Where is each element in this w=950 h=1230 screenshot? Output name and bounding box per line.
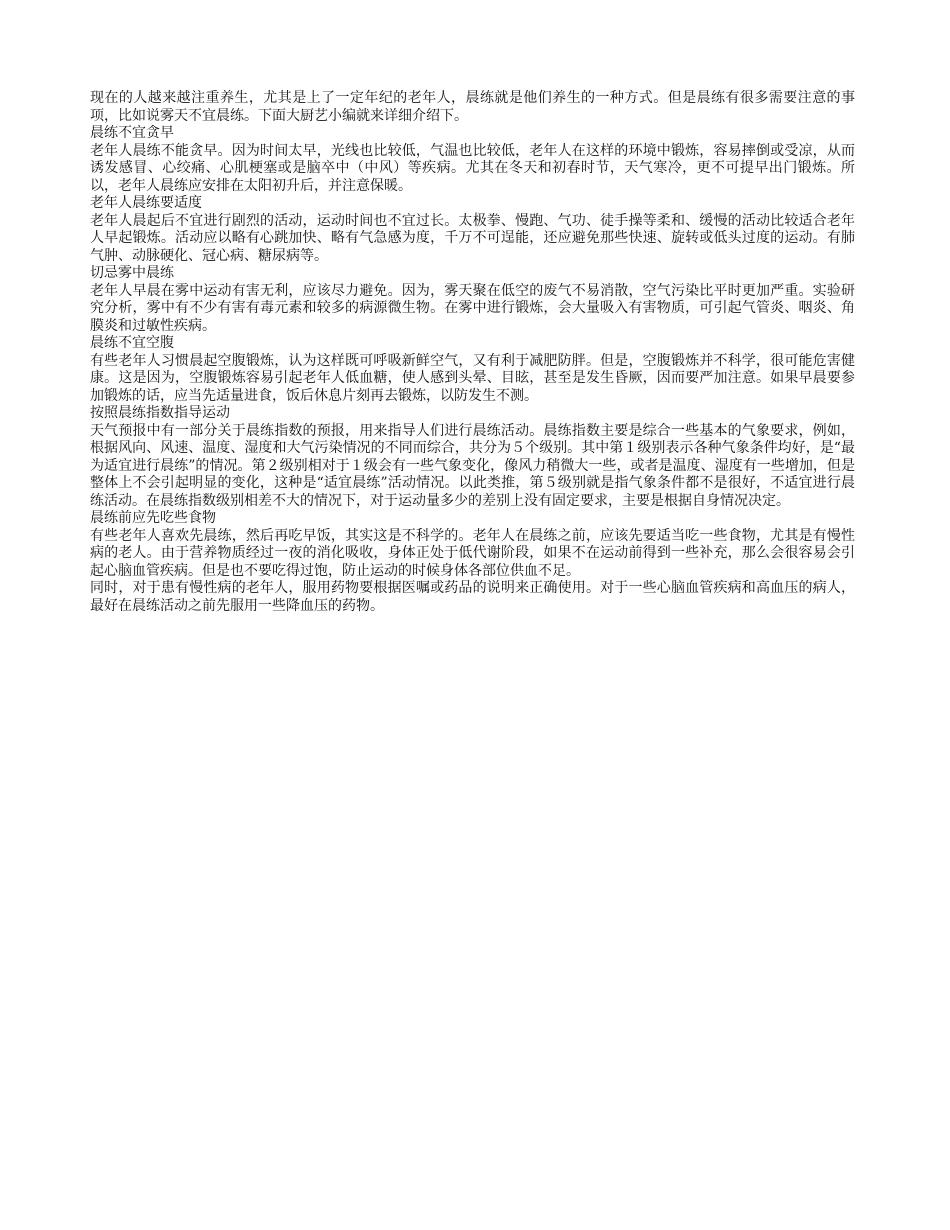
section-heading: 切忌雾中晨练 <box>90 265 174 281</box>
section-heading: 晨练不宜空腹 <box>90 335 174 351</box>
closing-paragraph: 同时，对于患有慢性病的老年人，服用药物要根据医嘱或药品的说明来正确使用。对于一些心脑血管疾病和高血压的病人，最好在晨练活动之前先服用一些降血压的药物。 <box>90 580 855 614</box>
body-paragraph: 老年人晨起后不宜进行剧烈的活动，运动时间也不宜过长。太极拳、慢跑、气功、徒手操等柔和、缓慢的活动比较适合老年人早起锻炼。活动应以略有心跳加快、略有气急感为度，千万不可逞能，还应避免那些快速、旋转或低头过度的运动。有肺气肿、动脉硬化、冠心病、糖尿病等。 <box>90 212 855 264</box>
section-heading: 晨练前应先吃些食物 <box>90 510 216 526</box>
document-page <box>90 90 855 615</box>
body-paragraph: 有些老年人喜欢先晨练，然后再吃早饭，其实这是不科学的。老年人在晨练之前，应该先要适当吃一些食物，尤其是有慢性病的老人。由于营养物质经过一夜的消化吸收，身体正处于低代谢阶段，如果不在运动前得到一些补充，那么会很容易会引起心脑血管疾病。但是也不要吃得过饱，防止运动的时候身体各部位供血不足。 <box>90 527 855 579</box>
body-paragraph: 天气预报中有一部分关于晨练指数的预报，用来指导人们进行晨练活动。晨练指数主要是综合一些基本的气象要求，例如，根据风向、风速、温度、湿度和大气污染情况的不同而综合，共分为５个级别。其中第１级别表示各种气象条件均好，是“最为适宜进行晨练”的情况。第２级别相对于１级会有一些气象变化，像风力稍微大一些，或者是温度、湿度有一些增加，但是整体上不会引起明显的变化，这种是“适宜晨练”活动情况。以此类推，第５级别就是指气象条件都不是很好，不适宜进行晨练活动。在晨练指数级别相差不大的情况下，对于运动量多少的差别上没有固定要求，主要是根据自身情况决定。 <box>90 422 855 509</box>
body-paragraph: 老年人早晨在雾中运动有害无利，应该尽力避免。因为，雾天聚在低空的废气不易消散，空气污染比平时更加严重。实验研究分析，雾中有不少有害有毒元素和较多的病源微生物。在雾中进行锻炼，会大量吸入有害物质，可引起气管炎、咽炎、角膜炎和过敏性疾病。 <box>90 282 855 334</box>
section-heading: 按照晨练指数指导运动 <box>90 405 230 421</box>
body-paragraph: 老年人晨练不能贪早。因为时间太早，光线也比较低，气温也比较低，老年人在这样的环境中锻炼，容易摔倒或受凉，从而诱发感冒、心绞痛、心肌梗塞或是脑卒中（中风）等疾病。尤其在冬天和初春时节，天气寒冷，更不可提早出门锻炼。所以，老年人晨练应安排在太阳初升后，并注意保暖。 <box>90 142 855 194</box>
intro-paragraph: 现在的人越来越注重养生，尤其是上了一定年纪的老年人，晨练就是他们养生的一种方式。但是晨练有很多需要注意的事项，比如说雾天不宜晨练。下面大厨艺小编就来详细介绍下。 <box>90 90 855 124</box>
section-heading: 晨练不宜贪早 <box>90 125 174 141</box>
section-heading: 老年人晨练要适度 <box>90 195 202 211</box>
body-paragraph: 有些老年人习惯晨起空腹锻炼，认为这样既可呼吸新鲜空气，又有利于减肥防胖。但是，空腹锻炼并不科学，很可能危害健康。这是因为，空腹锻炼容易引起老年人低血糖，使人感到头晕、目眩，甚至是发生昏厥，因而要严加注意。如果早晨要参加锻炼的话，应当先适量进食，饭后休息片刻再去锻炼，以防发生不测。 <box>90 352 855 404</box>
